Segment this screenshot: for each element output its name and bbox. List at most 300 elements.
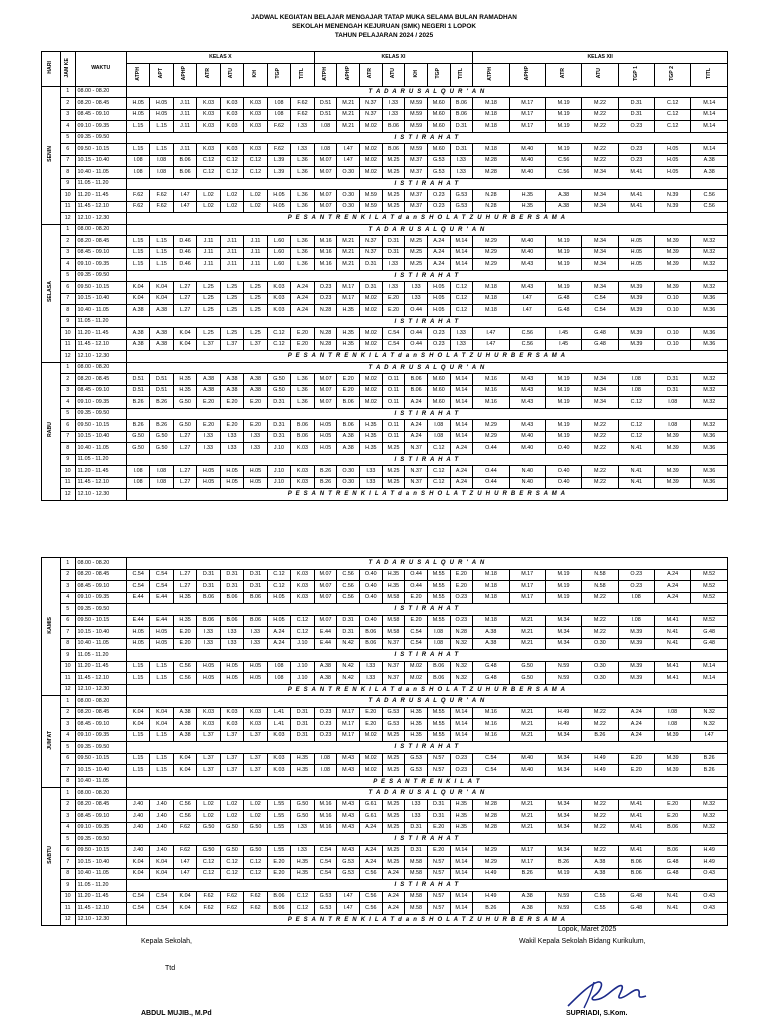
teacher-code-cell: L.15 (126, 259, 149, 271)
teacher-code-cell: I.33 (244, 627, 267, 639)
teacher-code-cell: M.40 (509, 144, 545, 156)
teacher-code-cell: C.12 (618, 431, 654, 443)
teacher-code-cell: O.23 (618, 155, 654, 167)
jam-cell: 6 (60, 144, 75, 156)
teacher-code-cell: M.59 (405, 144, 428, 156)
teacher-code-cell: K.03 (267, 765, 290, 777)
teacher-code-cell: B.06 (197, 615, 220, 627)
teacher-code-cell: E.20 (267, 868, 290, 880)
teacher-code-cell: M.32 (691, 799, 728, 811)
teacher-code-cell: O.11 (382, 420, 405, 432)
teacher-code-cell: N.32 (691, 719, 728, 731)
table-row (42, 385, 728, 397)
teacher-code-cell: B.26 (509, 868, 545, 880)
teacher-code-cell: N.37 (405, 466, 428, 478)
teacher-code-cell: C.12 (220, 155, 243, 167)
teacher-code-cell: M.43 (337, 811, 360, 823)
teacher-code-cell: M.59 (405, 98, 428, 110)
teacher-code-cell: I.33 (382, 259, 405, 271)
teacher-code-cell: M.55 (427, 581, 450, 593)
teacher-code-cell: M.39 (618, 638, 654, 650)
teacher-code-cell: A.24 (654, 592, 690, 604)
col-x-3: ATR (197, 63, 220, 86)
table-row (42, 351, 728, 363)
teacher-code-cell: H.05 (267, 615, 290, 627)
teacher-code-cell: D.31 (220, 569, 243, 581)
teacher-code-cell: I.33 (220, 443, 243, 455)
teacher-code-cell: M.22 (582, 144, 618, 156)
teacher-code-cell: M.14 (450, 845, 473, 857)
teacher-code-cell: M.55 (427, 730, 450, 742)
teacher-code-cell: I.47 (509, 293, 545, 305)
teacher-code-cell: I.08 (150, 466, 173, 478)
teacher-code-cell: G.50 (244, 845, 267, 857)
teacher-code-cell: M.17 (337, 730, 360, 742)
teacher-code-cell: K.04 (150, 868, 173, 880)
waktu-cell: 09.50 - 10.15 (75, 144, 126, 156)
teacher-code-cell: A.24 (427, 259, 450, 271)
teacher-code-cell: J.10 (291, 673, 314, 685)
teacher-code-cell: C.12 (450, 282, 473, 294)
teacher-code-cell: C.54 (150, 891, 173, 903)
teacher-code-cell: M.59 (360, 190, 383, 202)
teacher-code-cell: H.35 (173, 615, 196, 627)
table-row (42, 581, 728, 593)
teacher-code-cell: L.36 (291, 236, 315, 248)
teacher-code-cell: M.25 (382, 753, 405, 765)
waktu-cell: 11.05 - 11.20 (75, 316, 126, 328)
teacher-code-cell: D.31 (244, 569, 267, 581)
teacher-code-cell: M.34 (545, 627, 581, 639)
teacher-code-cell: E.20 (244, 420, 267, 432)
teacher-code-cell: L.55 (267, 845, 290, 857)
teacher-code-cell: M.55 (427, 615, 450, 627)
teacher-code-cell: M.34 (582, 190, 618, 202)
teacher-code-cell: M.14 (450, 385, 473, 397)
teacher-code-cell: L.25 (220, 305, 243, 317)
waktu-cell: 11.20 - 11.45 (75, 190, 126, 202)
table-row (42, 431, 728, 443)
teacher-code-cell: L.37 (197, 753, 220, 765)
teacher-code-cell: O.40 (359, 581, 382, 593)
teacher-code-cell: I.08 (618, 615, 654, 627)
teacher-code-cell: D.31 (220, 581, 243, 593)
teacher-code-cell: H.35 (382, 581, 405, 593)
teacher-code-cell: K.04 (126, 868, 149, 880)
teacher-code-cell: H.05 (267, 190, 290, 202)
teacher-code-cell: C.56 (173, 673, 196, 685)
teacher-code-cell: M.19 (545, 144, 581, 156)
waktu-cell: 09.50 - 10.15 (75, 282, 126, 294)
table-row (42, 408, 728, 420)
waktu-cell: 11.45 - 12.10 (75, 339, 126, 351)
teacher-code-cell: H.05 (197, 466, 220, 478)
teacher-code-cell: E.20 (359, 707, 382, 719)
waktu-cell: 08.00 - 08.20 (75, 86, 126, 98)
teacher-code-cell: B.26 (545, 857, 581, 869)
table-row (42, 397, 728, 409)
teacher-code-cell: O.30 (337, 167, 360, 179)
teacher-code-cell: M.14 (450, 868, 473, 880)
teacher-code-cell: G.48 (582, 328, 618, 340)
teacher-code-cell: M.22 (582, 822, 618, 834)
teacher-code-cell: M.32 (691, 811, 728, 823)
waktu-cell: 08.45 - 09.10 (75, 719, 126, 731)
teacher-code-cell: A.38 (545, 190, 581, 202)
teacher-code-cell: M.60 (427, 109, 450, 121)
teacher-code-cell: H.49 (473, 891, 509, 903)
teacher-code-cell: M.58 (405, 868, 428, 880)
teacher-code-cell: M.14 (450, 903, 473, 915)
teacher-code-cell: M.36 (691, 443, 728, 455)
teacher-code-cell: L.25 (244, 305, 267, 317)
table-row (42, 121, 728, 133)
teacher-code-cell: M.60 (427, 121, 450, 133)
teacher-code-cell: A.38 (220, 385, 243, 397)
teacher-code-cell: H.05 (314, 431, 337, 443)
teacher-code-cell: N.58 (582, 581, 618, 593)
teacher-code-cell: M.41 (618, 799, 654, 811)
teacher-code-cell: L.02 (197, 190, 220, 202)
teacher-code-cell: O.43 (691, 868, 728, 880)
teacher-code-cell: C.12 (244, 155, 267, 167)
teacher-code-cell: K.03 (244, 109, 267, 121)
waktu-cell: 10.15 - 10.40 (75, 431, 126, 443)
teacher-code-cell: K.03 (197, 121, 220, 133)
teacher-code-cell: M.39 (618, 339, 654, 351)
teacher-code-cell: A.24 (382, 903, 405, 915)
teacher-code-cell: M.17 (337, 282, 360, 294)
teacher-code-cell: L.36 (291, 167, 315, 179)
jam-cell: 1 (60, 788, 75, 800)
teacher-code-cell: C.54 (473, 765, 509, 777)
teacher-code-cell: L.55 (267, 799, 290, 811)
teacher-code-cell: J.40 (126, 845, 149, 857)
teacher-code-cell: M.07 (314, 155, 337, 167)
teacher-code-cell: M.40 (509, 236, 545, 248)
teacher-code-cell: G.53 (382, 707, 405, 719)
teacher-code-cell: K.03 (267, 753, 290, 765)
teacher-code-cell: I.08 (618, 592, 654, 604)
teacher-code-cell: C.54 (405, 627, 428, 639)
teacher-code-cell: C.12 (267, 339, 290, 351)
table-row (42, 466, 728, 478)
teacher-code-cell: I.33 (197, 443, 220, 455)
teacher-code-cell: K.04 (126, 719, 149, 731)
teacher-code-cell: M.19 (545, 868, 581, 880)
teacher-code-cell: I.45 (545, 339, 581, 351)
teacher-code-cell: M.18 (473, 615, 509, 627)
teacher-code-cell: J.10 (267, 477, 290, 489)
teacher-code-cell: M.29 (473, 247, 509, 259)
teacher-code-cell: M.25 (382, 765, 405, 777)
col-xii-3: ATU (582, 63, 618, 86)
teacher-code-cell: M.60 (427, 374, 450, 386)
teacher-code-cell: M.16 (473, 397, 509, 409)
waktu-cell: 08.20 - 08.45 (75, 799, 126, 811)
teacher-code-cell: K.03 (244, 719, 267, 731)
teacher-code-cell: C.12 (291, 891, 314, 903)
teacher-code-cell: F.62 (126, 190, 149, 202)
teacher-code-cell: J.10 (291, 661, 314, 673)
teacher-code-cell: G.48 (473, 673, 509, 685)
teacher-code-cell: A.38 (337, 443, 360, 455)
jam-cell: 3 (60, 247, 75, 259)
teacher-code-cell: B.26 (691, 765, 728, 777)
table-row (42, 730, 728, 742)
teacher-code-cell: H.05 (220, 673, 243, 685)
teacher-code-cell: M.19 (545, 121, 581, 133)
teacher-code-cell: I.33 (405, 293, 428, 305)
teacher-code-cell: L.36 (291, 155, 315, 167)
teacher-code-cell: L.27 (173, 305, 196, 317)
teacher-code-cell: F.62 (267, 121, 290, 133)
teacher-code-cell: M.29 (473, 420, 509, 432)
teacher-code-cell: E.20 (220, 397, 243, 409)
teacher-code-cell: M.19 (545, 431, 581, 443)
teacher-code-cell: G.53 (405, 753, 428, 765)
teacher-code-cell: H.05 (197, 661, 220, 673)
teacher-code-cell: M.25 (382, 201, 405, 213)
teacher-code-cell: M.39 (655, 443, 691, 455)
teacher-code-cell: N.37 (360, 98, 383, 110)
teacher-code-cell: A.24 (267, 638, 290, 650)
teacher-code-cell: M.41 (618, 822, 654, 834)
teacher-code-cell: H.05 (220, 466, 243, 478)
teacher-code-cell: M.41 (654, 661, 690, 673)
teacher-code-cell: M.34 (545, 765, 581, 777)
day-name: RABU (42, 362, 61, 500)
teacher-code-cell: H.05 (618, 259, 654, 271)
teacher-code-cell: A.38 (691, 155, 728, 167)
teacher-code-cell: C.54 (126, 891, 149, 903)
teacher-code-cell: C.56 (337, 569, 360, 581)
table-row (42, 707, 728, 719)
jam-cell: 8 (60, 868, 75, 880)
teacher-code-cell: C.56 (173, 811, 196, 823)
teacher-code-cell: M.32 (691, 259, 728, 271)
teacher-code-cell: L.36 (291, 259, 315, 271)
teacher-code-cell: A.38 (582, 868, 618, 880)
table-row (42, 362, 728, 374)
teacher-code-cell: M.18 (473, 581, 509, 593)
teacher-code-cell: M.39 (655, 247, 691, 259)
teacher-code-cell: C.12 (618, 420, 654, 432)
activity-span: P E S A N T R E N K I L A T d a n S H O L A T Z U H U R B E R S A M A (126, 489, 727, 501)
teacher-code-cell: M.25 (382, 477, 405, 489)
teacher-code-cell: B.26 (150, 397, 173, 409)
teacher-code-cell: E.20 (427, 822, 450, 834)
jam-cell: 5 (60, 742, 75, 754)
jam-cell: 7 (60, 857, 75, 869)
teacher-code-cell: M.16 (473, 719, 509, 731)
teacher-code-cell: B.26 (150, 420, 173, 432)
teacher-code-cell: I.08 (314, 144, 337, 156)
teacher-code-cell: F.62 (220, 891, 243, 903)
teacher-code-cell: K.04 (173, 765, 196, 777)
teacher-code-cell: C.12 (655, 109, 691, 121)
table-row (42, 132, 728, 144)
teacher-code-cell: L.25 (220, 282, 243, 294)
teacher-code-cell: M.32 (691, 374, 728, 386)
teacher-code-cell: H.05 (427, 293, 450, 305)
teacher-code-cell: K.03 (267, 730, 290, 742)
jam-cell: 3 (60, 811, 75, 823)
teacher-code-cell: M.18 (473, 109, 509, 121)
teacher-code-cell: A.38 (150, 305, 173, 317)
teacher-code-cell: M.25 (382, 822, 405, 834)
teacher-code-cell: F.62 (267, 144, 290, 156)
teacher-code-cell: I.33 (405, 811, 428, 823)
teacher-code-cell: M.25 (405, 259, 428, 271)
teacher-code-cell: H.35 (173, 374, 196, 386)
teacher-code-cell: F.62 (220, 903, 243, 915)
teacher-code-cell: N.39 (655, 201, 691, 213)
teacher-code-cell: M.02 (360, 385, 383, 397)
teacher-code-cell: L.27 (173, 466, 196, 478)
teacher-code-cell: M.43 (337, 845, 360, 857)
jam-cell: 12 (60, 489, 75, 501)
waktu-cell: 08.00 - 08.20 (75, 224, 126, 236)
teacher-code-cell: D.31 (618, 98, 654, 110)
teacher-code-cell: O.23 (618, 144, 654, 156)
teacher-code-cell: D.31 (382, 236, 405, 248)
waktu-cell: 09.50 - 10.15 (75, 615, 126, 627)
teacher-code-cell: H.05 (314, 420, 337, 432)
teacher-code-cell: L.02 (197, 201, 220, 213)
jam-cell: 9 (60, 178, 75, 190)
teacher-code-cell: I.08 (427, 420, 450, 432)
teacher-code-cell: C.12 (244, 167, 267, 179)
teacher-code-cell: M.17 (337, 719, 360, 731)
teacher-code-cell: H.35 (291, 753, 314, 765)
teacher-code-cell: M.14 (450, 374, 473, 386)
jam-cell: 1 (60, 696, 75, 708)
teacher-code-cell: K.03 (291, 466, 315, 478)
activity-span: P E S A N T R E N K I L A T d a n S H O L A T Z U H U R B E R S A M A (126, 914, 727, 926)
table-row (42, 293, 728, 305)
teacher-code-cell: M.40 (509, 753, 545, 765)
col-kelas-x: KELAS X (126, 52, 314, 64)
waktu-cell: 10.40 - 11.05 (75, 443, 126, 455)
teacher-code-cell: M.34 (582, 201, 618, 213)
col-xii-0: ATPH (473, 63, 509, 86)
teacher-code-cell: M.16 (314, 822, 337, 834)
teacher-code-cell: D.31 (450, 121, 473, 133)
teacher-code-cell: K.03 (267, 305, 290, 317)
teacher-code-cell: H.35 (405, 730, 428, 742)
teacher-code-cell: M.58 (382, 592, 405, 604)
jam-cell: 4 (60, 730, 75, 742)
table-row (42, 569, 728, 581)
teacher-code-cell: E.20 (654, 811, 690, 823)
teacher-code-cell: J.40 (126, 822, 149, 834)
teacher-code-cell: G.48 (618, 903, 654, 915)
teacher-code-cell: M.18 (473, 293, 509, 305)
teacher-code-cell: N.41 (618, 443, 654, 455)
teacher-code-cell: G.53 (337, 868, 360, 880)
waktu-cell: 10.15 - 10.40 (75, 293, 126, 305)
teacher-code-cell: M.39 (654, 753, 690, 765)
teacher-code-cell: B.06 (359, 638, 382, 650)
teacher-code-cell: O.40 (359, 615, 382, 627)
teacher-code-cell: M.29 (473, 236, 509, 248)
teacher-code-cell: M.19 (545, 236, 581, 248)
teacher-code-cell: N.57 (427, 868, 450, 880)
teacher-code-cell: N.37 (360, 247, 383, 259)
teacher-code-cell: M.25 (405, 247, 428, 259)
teacher-code-cell: C.12 (267, 328, 290, 340)
teacher-code-cell: G.48 (473, 661, 509, 673)
teacher-code-cell: A.38 (126, 328, 149, 340)
teacher-code-cell: D.31 (337, 627, 360, 639)
teacher-code-cell: H.35 (360, 431, 383, 443)
col-x-4: ATU (220, 63, 243, 86)
teacher-code-cell: M.34 (545, 638, 581, 650)
teacher-code-cell: I.47 (473, 339, 509, 351)
teacher-code-cell: H.05 (244, 673, 267, 685)
teacher-code-cell: L.25 (197, 282, 220, 294)
teacher-code-cell: L.39 (267, 167, 290, 179)
teacher-code-cell: D.46 (173, 247, 196, 259)
teacher-code-cell: C.12 (291, 627, 314, 639)
teacher-code-cell: M.59 (405, 109, 428, 121)
teacher-code-cell: I.08 (126, 167, 149, 179)
teacher-code-cell: M.39 (654, 730, 690, 742)
teacher-code-cell: M.21 (337, 109, 360, 121)
teacher-code-cell: M.43 (337, 753, 360, 765)
teacher-code-cell: O.23 (618, 121, 654, 133)
teacher-code-cell: C.56 (173, 799, 196, 811)
teacher-code-cell: C.12 (618, 397, 654, 409)
teacher-code-cell: F.62 (197, 891, 220, 903)
jam-cell: 4 (60, 259, 75, 271)
jam-cell: 7 (60, 293, 75, 305)
teacher-code-cell: M.19 (545, 282, 581, 294)
table-row (42, 788, 728, 800)
table-row (42, 259, 728, 271)
teacher-code-cell: L.36 (291, 385, 315, 397)
teacher-code-cell: I.08 (314, 121, 337, 133)
teacher-code-cell: C.12 (197, 857, 220, 869)
teacher-code-cell: M.34 (582, 247, 618, 259)
teacher-code-cell: G.53 (405, 765, 428, 777)
teacher-code-cell: D.51 (150, 385, 173, 397)
teacher-code-cell: H.35 (450, 799, 473, 811)
teacher-code-cell: M.14 (450, 857, 473, 869)
table-row (42, 443, 728, 455)
teacher-code-cell: J.11 (173, 144, 196, 156)
teacher-code-cell: L.15 (126, 730, 149, 742)
teacher-code-cell: D.46 (173, 236, 196, 248)
teacher-code-cell: H.35 (291, 857, 314, 869)
teacher-code-cell: L.37 (244, 339, 267, 351)
teacher-code-cell: N.37 (405, 477, 428, 489)
teacher-code-cell: M.43 (509, 282, 545, 294)
teacher-code-cell: M.39 (618, 627, 654, 639)
teacher-code-cell: M.60 (427, 144, 450, 156)
teacher-code-cell: I.47 (173, 201, 196, 213)
teacher-code-cell: M.16 (314, 799, 337, 811)
teacher-code-cell: H.35 (405, 719, 428, 731)
teacher-code-cell: M.41 (654, 673, 690, 685)
teacher-code-cell: M.25 (382, 857, 405, 869)
table-row (42, 650, 728, 662)
teacher-code-cell: N.37 (382, 638, 405, 650)
teacher-code-cell: L.02 (244, 811, 267, 823)
table-row (42, 305, 728, 317)
teacher-code-cell: L.27 (173, 293, 196, 305)
